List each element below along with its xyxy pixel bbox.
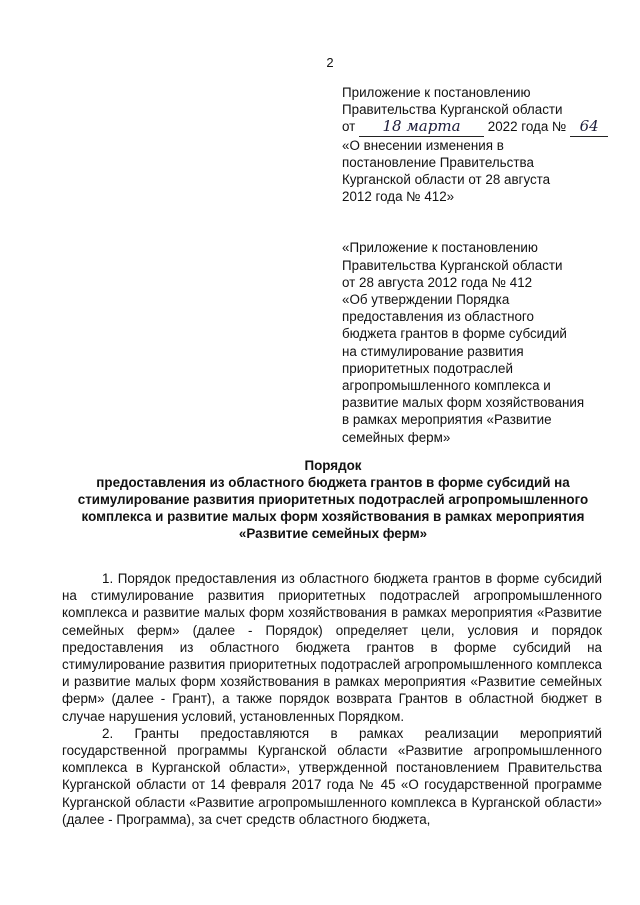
heading-line: «Развитие семейных ферм» xyxy=(238,526,428,541)
page-number: 2 xyxy=(326,55,334,70)
body-text xyxy=(62,570,602,828)
appendix2-line: от 28 августа 2012 года № 412 xyxy=(342,274,533,290)
spacer xyxy=(342,222,607,239)
appendix2-line: Правительства Курганской области xyxy=(342,257,563,273)
appendix-line: Приложение к постановлению xyxy=(342,85,531,100)
appendix2-line: «Об утверждении Порядка xyxy=(342,292,510,308)
spacer xyxy=(342,205,607,222)
appendix2-line: на стимулирование развития xyxy=(342,343,524,359)
heading-line: предоставления из областного бюджета грантов в форме субсидий на xyxy=(96,475,570,490)
appendix-line: «О внесении изменения в xyxy=(342,137,504,153)
appendix2-line: агропромышленного комплекса и xyxy=(342,378,551,394)
appendix-line: 2012 года № 412» xyxy=(342,189,455,205)
appendix-line: Правительства Курганской области xyxy=(342,102,563,118)
paragraph-1: 1. Порядок предоставления из областного бюджета грантов в форме субсидий на стимулирование развития приоритетных подотраслей агропромышленного комплекса и развитие малых форм хозяйствования в рамках мероприятия «Развитие семейных ферм» (далее - Порядок) определяет цели, условия и порядок предоставления из областного бюджета грантов в форме субсидий на стимулирование развития приоритетных подотраслей агропромышленного комплекса и развитие малых форм хозяйствования в рамках мероприятия «Развитие семейных ферм» (далее - Грант), а также порядок возврата Грантов в областной бюджет в случае нарушения условий, установленных Порядком. xyxy=(62,571,602,724)
heading-line: стимулирование развития приоритетных подотраслей агропромышленного xyxy=(77,492,589,507)
appendix2-line: развитие малых форм хозяйствования xyxy=(342,395,585,411)
heading-line: комплекса и развитие малых форм хозяйствования в рамках мероприятия xyxy=(81,509,585,524)
appendix-line: Курганской области от 28 августа xyxy=(342,172,551,188)
paragraph-2: 2. Гранты предоставляются в рамках реализации мероприятий государственной программы Курганской области «Развитие агропромышленного комплекса в Курганской области», утвержденной постановлением Правительства Курганской области от 14 февраля 2017 года № 45 «О государственной программе Курганской области «Развитие агропромышленного комплекса в Курганской области» (далее - Программа), за счет средств областного бюджета, xyxy=(62,725,602,827)
appendix2-line: бюджета грантов в форме субсидий xyxy=(342,326,567,342)
appendix-date-line xyxy=(342,118,607,136)
appendix2-line: предоставления из областного xyxy=(342,309,534,325)
date-year: 2022 года № xyxy=(487,119,567,135)
handwritten-date: 18 марта xyxy=(359,118,484,136)
appendix-line: постановление Правительства xyxy=(342,154,534,170)
appendix2-line: приоритетных подотраслей xyxy=(342,360,513,376)
date-prefix: от xyxy=(342,119,356,135)
appendix2-line: семейных ферм» xyxy=(342,429,451,445)
appendix-block xyxy=(342,84,607,446)
handwritten-number: 64 xyxy=(570,118,608,136)
heading-title: Порядок xyxy=(304,458,362,473)
appendix2-line: «Приложение к постановлению xyxy=(342,240,538,256)
appendix2-line: в рамках мероприятия «Развитие xyxy=(342,412,552,428)
document-heading xyxy=(58,457,608,542)
